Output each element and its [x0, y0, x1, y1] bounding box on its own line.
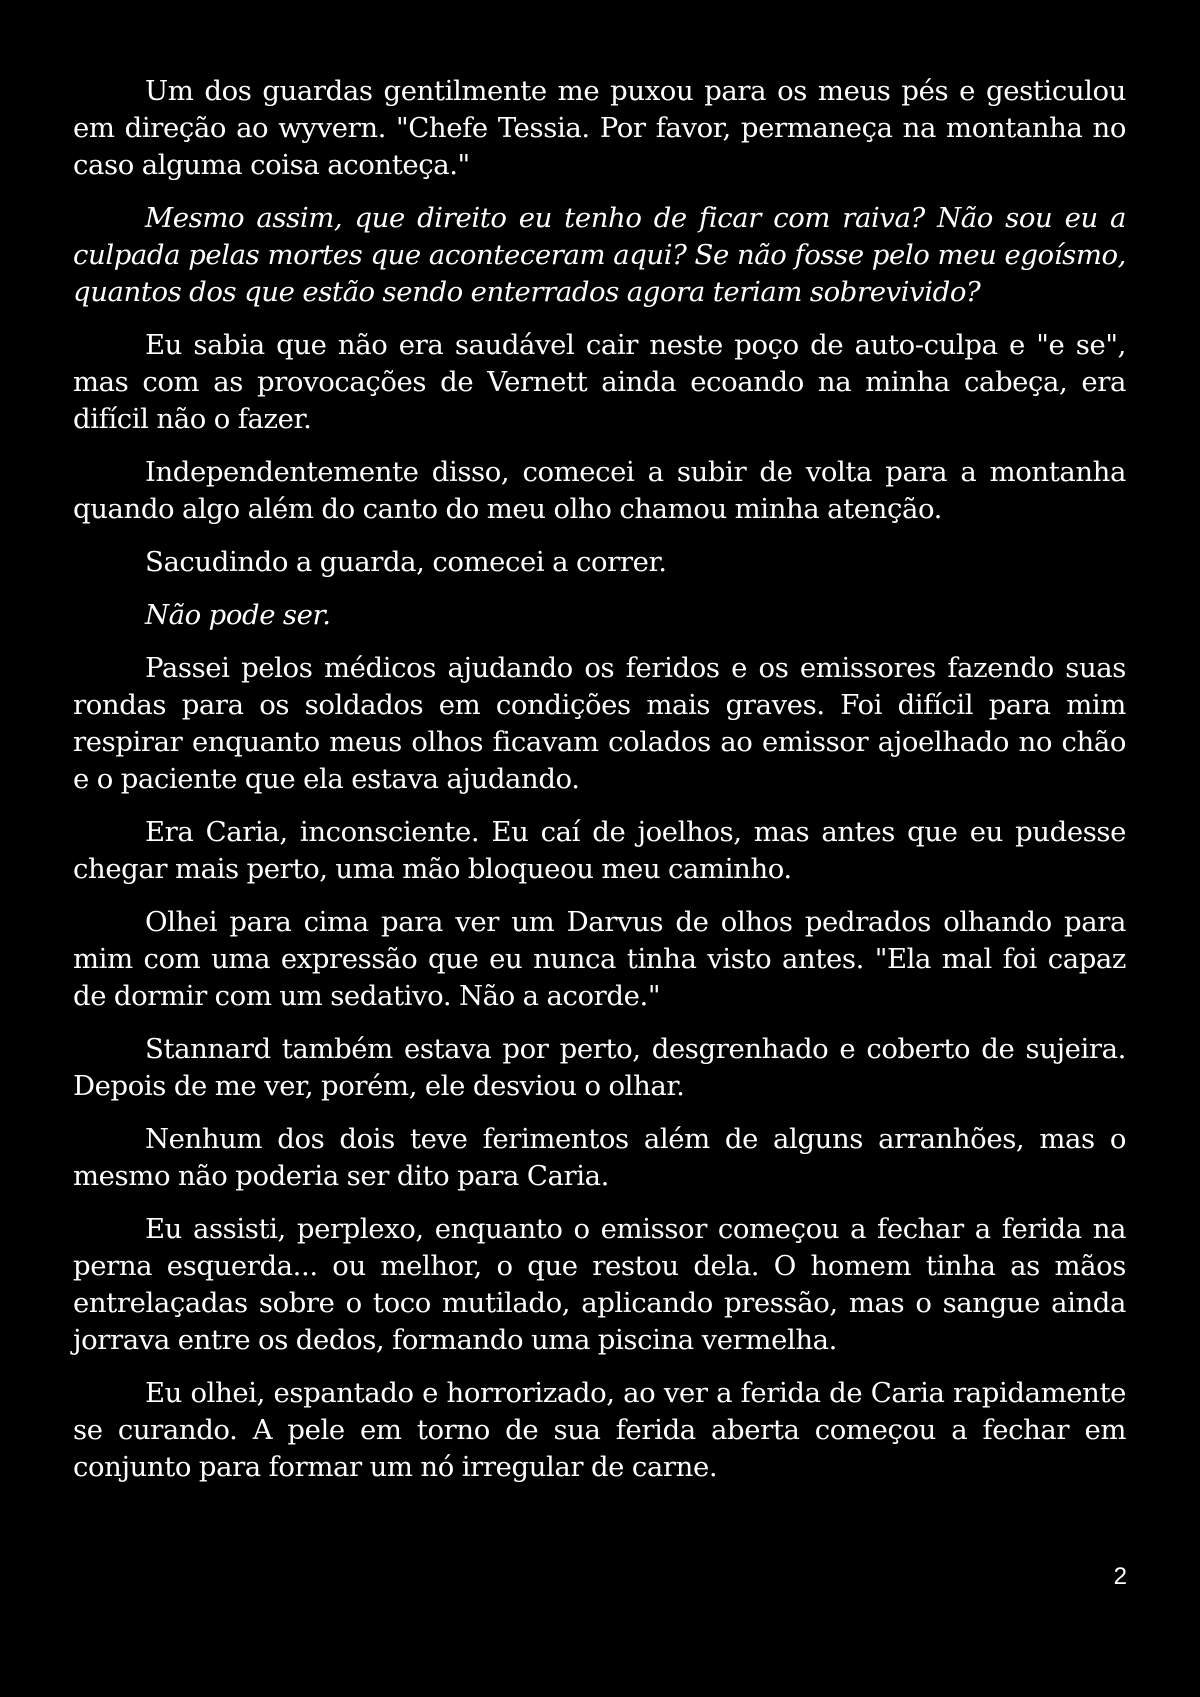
- paragraph-2-italic: Mesmo assim, que direito eu tenho de ficar com raiva? Não sou eu a culpada pelas mortes que aconteceram aqui? Se não fosse pelo meu egoísmo, quantos dos que estão sendo enterrados agora teriam sobrevivido?: [73, 202, 1126, 308]
- paragraph-10: Stannard também estava por perto, desgrenhado e coberto de sujeira. Depois de me ver, porém, ele desviou o olhar.: [73, 1033, 1126, 1102]
- page-body: [73, 73, 1126, 1502]
- paragraph-1: Um dos guardas gentilmente me puxou para os meus pés e gesticulou em direção ao wyvern. "Chefe Tessia. Por favor, permaneça na montanha no caso alguma coisa aconteça.": [73, 75, 1126, 181]
- paragraph-13: Eu olhei, espantado e horrorizado, ao ver a ferida de Caria rapidamente se curando. A pele em torno de sua ferida aberta começou a fechar em conjunto para formar um nó irregular de carne.: [73, 1377, 1126, 1483]
- paragraph-12: Eu assisti, perplexo, enquanto o emissor começou a fechar a ferida na perna esquerda... ou melhor, o que restou dela. O homem tinha as mãos entrelaçadas sobre o toco mutilado, aplicando pressão, mas o sangue ainda jorrava entre os dedos, formando uma piscina vermelha.: [73, 1213, 1126, 1356]
- paragraph-8: Era Caria, inconsciente. Eu caí de joelhos, mas antes que eu pudesse chegar mais perto, uma mão bloqueou meu caminho.: [73, 816, 1126, 885]
- paragraph-4: Independentemente disso, comecei a subir de volta para a montanha quando algo além do canto do meu olho chamou minha atenção.: [73, 456, 1126, 525]
- paragraph-5: Sacudindo a guarda, comecei a correr.: [145, 546, 667, 578]
- page-number: 2: [1113, 1563, 1127, 1590]
- paragraph-11: Nenhum dos dois teve ferimentos além de alguns arranhões, mas o mesmo não poderia ser dito para Caria.: [73, 1123, 1126, 1192]
- paragraph-3: Eu sabia que não era saudável cair neste poço de auto-culpa e "e se", mas com as provocações de Vernett ainda ecoando na minha cabeça, era difícil não o fazer.: [73, 329, 1126, 435]
- paragraph-6-italic: Não pode ser.: [145, 599, 331, 631]
- paragraph-9: Olhei para cima para ver um Darvus de olhos pedrados olhando para mim com uma expressão que eu nunca tinha visto antes. "Ela mal foi capaz de dormir com um sedativo. Não a acorde.": [73, 906, 1126, 1012]
- paragraph-7: Passei pelos médicos ajudando os feridos e os emissores fazendo suas rondas para os soldados em condições mais graves. Foi difícil para mim respirar enquanto meus olhos ficavam colados ao emissor ajoelhado no chão e o paciente que ela estava ajudando.: [73, 652, 1126, 795]
